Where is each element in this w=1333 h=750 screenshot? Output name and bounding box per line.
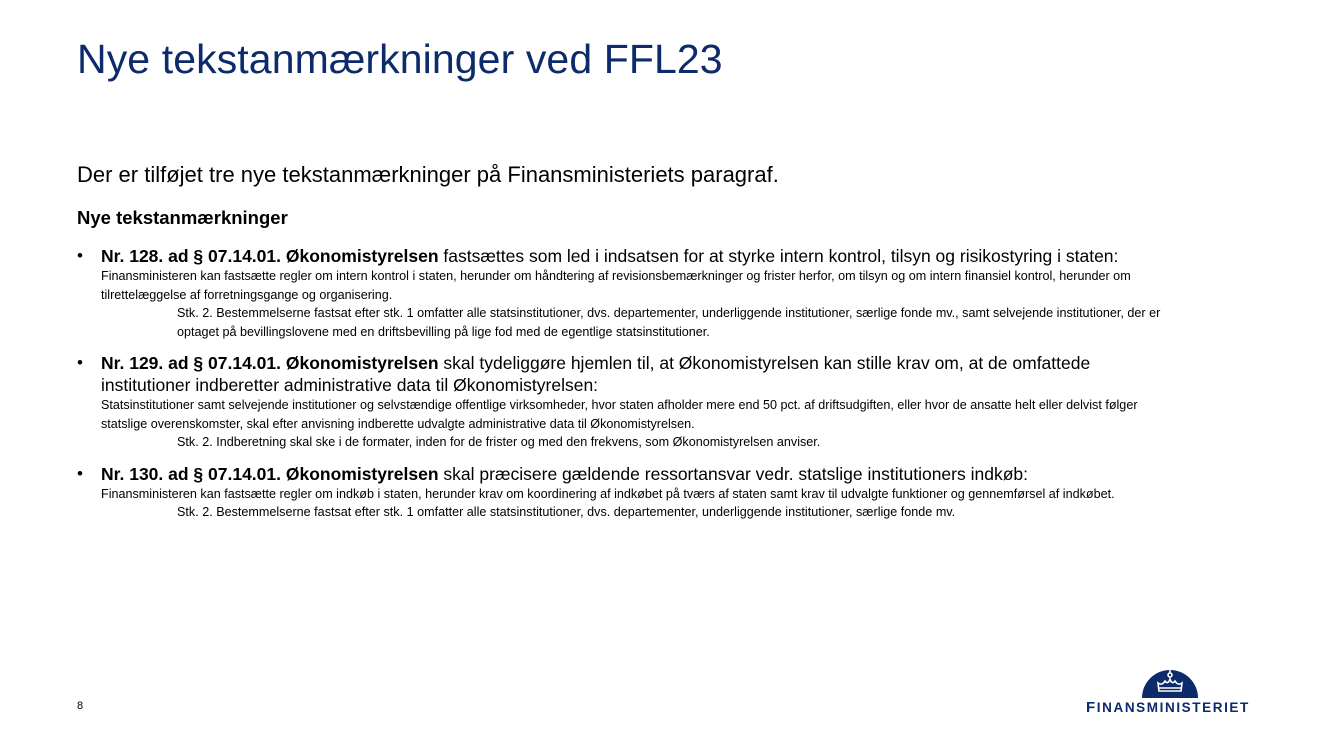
item-heading-rest: fastsættes som led i indsatsen for at styrke intern kontrol, tilsyn og risikostyring i staten: bbox=[438, 246, 1119, 266]
list-item bbox=[77, 245, 1177, 341]
logo-wordmark: FINANSMINISTERIET bbox=[1086, 699, 1250, 716]
intro-text: Der er tilføjet tre nye tekstanmærkninger på Finansministeriets paragraf. bbox=[77, 162, 779, 187]
item-heading bbox=[101, 352, 1177, 396]
item-stk: Stk. 2. Bestemmelserne fastsat efter stk. 1 omfatter alle statsinstitutioner, dvs. departementer, underliggende institutioner, særlige fonde mv. bbox=[177, 505, 956, 519]
item-description: Statsinstitutioner samt selvejende institutioner og selvstændige offentlige virksomheder, hvor staten afholder mere end 50 pct. af driftsudgiften, eller hvor de ansatte helt eller delvist følger statslige overenskomster, skal efter anvisning indberette udvalgte administrative data til Økonomistyrelsen. bbox=[101, 398, 1138, 431]
item-heading bbox=[101, 463, 1177, 485]
item-description: Finansministeren kan fastsætte regler om intern kontrol i staten, herunder om håndtering af revisionsbemærkninger og frister herfor, om tilsyn og om intern finansiel kontrol, herunder om tilrettelæggelse af forretningsgange og organisering. bbox=[101, 269, 1131, 302]
crown-logo-icon bbox=[1140, 664, 1200, 698]
item-stk: Stk. 2. Bestemmelserne fastsat efter stk. 1 omfatter alle statsinstitutioner, dvs. departementer, underliggende institutioner, særlige fonde mv., samt selvejende institutioner, der er optaget på bevillingslovene med en driftsbevilling på lige fod med de egentlige statsinstitutioner. bbox=[177, 306, 1161, 339]
item-stk: Stk. 2. Indberetning skal ske i de formater, inden for de frister og med den frekvens, som Økonomistyrelsen anviser. bbox=[177, 435, 821, 449]
item-heading-rest: skal præcisere gældende ressortansvar vedr. statslige institutioners indkøb: bbox=[438, 463, 1028, 484]
slide-content bbox=[77, 161, 1177, 533]
item-description: Finansministeren kan fastsætte regler om indkøb i staten, herunder krav om koordinering af indkøbet på tværs af staten samt krav til udvalgte funktioner og gennemførsel af indkøbet. bbox=[101, 486, 1115, 501]
item-heading-bold: Nr. 130. ad § 07.14.01. Økonomistyrelsen bbox=[101, 463, 439, 484]
bullet-icon: • bbox=[77, 353, 83, 372]
item-heading bbox=[101, 245, 1177, 267]
list-item bbox=[77, 463, 1177, 522]
list-item bbox=[77, 352, 1177, 452]
bullet-icon: • bbox=[77, 246, 83, 265]
item-heading-rest: skal tydeliggøre hjemlen til, at Økonomistyrelsen kan stille krav om, at de omfattede institutioner indberetter administrative data til Økonomistyrelsen: bbox=[101, 353, 1091, 395]
annotation-list bbox=[77, 245, 1177, 522]
bullet-icon: • bbox=[77, 463, 83, 483]
item-heading-bold: Nr. 129. ad § 07.14.01. Økonomistyrelsen bbox=[101, 353, 439, 373]
page-number: 8 bbox=[77, 700, 84, 712]
item-heading-bold: Nr. 128. ad § 07.14.01. Økonomistyrelsen bbox=[101, 246, 439, 266]
subheading: Nye tekstanmærkninger bbox=[77, 207, 288, 228]
slide-title: Nye tekstanmærkninger ved FFL23 bbox=[77, 36, 723, 82]
finansministeriet-logo bbox=[1080, 664, 1260, 714]
